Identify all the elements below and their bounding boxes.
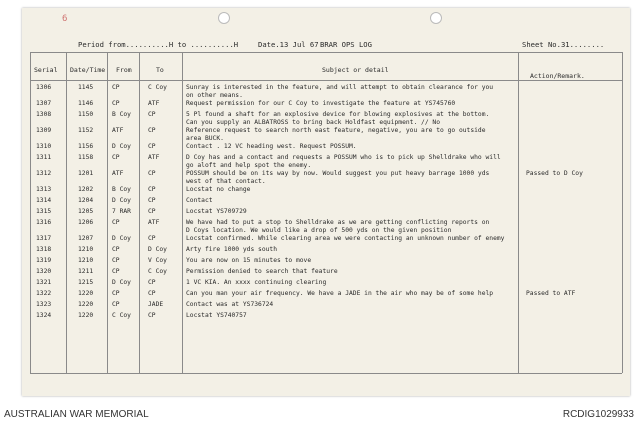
time-cell: 1211 [78,268,94,275]
table-row [22,257,630,268]
table-row [22,170,630,185]
subject-cell [186,186,250,194]
from-cell: CP [112,100,120,107]
time-cell: 1206 [78,219,94,226]
subject-line: 5 Pl found a shaft for an explosive device for blowing explosives at the bottom. [186,111,490,118]
subject-cell [186,257,311,265]
from-cell: CP [112,257,120,264]
subject-cell [186,100,455,108]
subject-cell [186,290,493,298]
table-row [22,301,630,312]
subject-line: Contact was at YS736724 [186,301,274,308]
to-cell: CP [148,143,156,150]
to-cell: CP [148,312,156,319]
serial-cell: 1314 [36,197,52,204]
to-cell: CP [148,170,156,177]
from-cell: CP [112,268,120,275]
subject-cell [186,219,489,235]
serial-cell: 1307 [36,100,52,107]
time-cell: 1220 [78,301,94,308]
from-cell: D Coy [112,235,131,242]
action-cell: Passed to D Coy [526,170,583,177]
to-cell: C Coy [148,84,167,91]
subject-line: west of that contact. [186,178,266,185]
subject-cell [186,208,247,216]
subject-cell [186,84,493,100]
punch-hole [430,12,442,24]
time-cell: 1204 [78,197,94,204]
table-row [22,208,630,219]
to-cell: CP [148,235,156,242]
to-cell: ATF [148,100,160,107]
serial-cell: 1316 [36,219,52,226]
time-cell: 1210 [78,246,94,253]
subject-line: D Coys location. We would like a drop of 500 yds on the given position [186,227,452,234]
to-cell: CP [148,111,156,118]
serial-cell: 1306 [36,84,52,91]
subject-cell [186,246,277,254]
log-title: BRAR OPS LOG [320,40,372,49]
punch-hole [218,12,230,24]
to-cell: ATF [148,219,160,226]
time-cell: 1150 [78,111,94,118]
sheet-number: Sheet No.31........ [522,40,605,49]
from-cell: CP [112,246,120,253]
table-row [22,84,630,99]
from-cell: CP [112,301,120,308]
subject-line: Locstat no change [186,186,251,193]
table-row [22,219,630,234]
subject-line: Contact [186,197,213,204]
from-cell: D Coy [112,197,131,204]
serial-cell: 1323 [36,301,52,308]
serial-cell: 1309 [36,127,52,134]
subject-cell [186,154,501,170]
subject-line: Locstat YS709729 [186,208,247,215]
from-cell: ATF [112,127,124,134]
footer-source: AUSTRALIAN WAR MEMORIAL [4,409,149,420]
to-cell: CP [148,279,156,286]
col-header-from: From [116,66,132,74]
subject-line: We have had to put a stop to Shelldrake as we are getting conflicting reports on [186,219,490,226]
to-cell: D Coy [148,246,167,253]
from-cell: CP [112,154,120,161]
col-header-to: To [156,66,164,74]
to-cell: CP [148,197,156,204]
table-row [22,235,630,246]
action-cell: Passed to ATF [526,290,576,297]
subject-line: Can you man your air frequency. We have a JADE in the air who may be of some help [186,290,494,297]
serial-cell: 1313 [36,186,52,193]
subject-line: Locstat confirmed. While clearing area we were contacting an unknown number of enemy [186,235,505,242]
table-row [22,127,630,142]
subject-line: Contact . 12 VC heading west. Request POSSUM. [186,143,357,150]
col-header-action: Action/Remark. [530,72,585,80]
subject-line: Arty fire 1000 yds south [186,246,277,253]
to-cell: C Coy [148,268,167,275]
log-sheet [22,8,630,396]
subject-line: Locstat YS740757 [186,312,247,319]
table-row [22,111,630,126]
subject-cell [186,268,338,276]
from-cell: D Coy [112,143,131,150]
header-bottom-rule [30,80,622,81]
col-header-datetime: Date/Time [70,66,106,74]
subject-line: go aloft and help spot the enemy. [186,162,312,169]
to-cell: CP [148,208,156,215]
subject-line: You are now on 15 minutes to move [186,257,312,264]
period-field: Period from..........H to ..........H [78,40,239,49]
subject-line: Sunray is interested in the feature, and will attempt to obtain clearance for you [186,84,494,91]
to-cell: JADE [148,301,164,308]
table-row [22,279,630,290]
from-cell: B Coy [112,111,131,118]
time-cell: 1220 [78,312,94,319]
table-row [22,246,630,257]
subject-cell [186,127,486,143]
subject-line: POSSUM should be on its way by now. Would suggest you put heavy barrage 1000 yds [186,170,490,177]
subject-line: area BUCK. [186,135,224,142]
serial-cell: 1319 [36,257,52,264]
subject-cell [186,170,489,186]
to-cell: CP [148,186,156,193]
time-cell: 1156 [78,143,94,150]
from-cell: B Coy [112,186,131,193]
table-row [22,154,630,169]
to-cell: CP [148,290,156,297]
from-cell: C Coy [112,312,131,319]
subject-cell [186,111,489,127]
time-cell: 1220 [78,290,94,297]
subject-line: on other means. [186,92,243,99]
subject-cell [186,301,273,309]
from-cell: 7 RAR [112,208,131,215]
serial-cell: 1321 [36,279,52,286]
serial-cell: 1310 [36,143,52,150]
serial-cell: 1312 [36,170,52,177]
from-cell: D Coy [112,279,131,286]
subject-cell [186,235,504,243]
serial-cell: 1315 [36,208,52,215]
table-row [22,197,630,208]
to-cell: V Coy [148,257,167,264]
serial-cell: 1318 [36,246,52,253]
time-cell: 1215 [78,279,94,286]
time-cell: 1152 [78,127,94,134]
table-row [22,100,630,111]
from-cell: CP [112,84,120,91]
table-row [22,290,630,301]
time-cell: 1202 [78,186,94,193]
serial-cell: 1320 [36,268,52,275]
table-row [22,312,630,323]
serial-cell: 1308 [36,111,52,118]
subject-line: Request permission for our C Coy to investigate the feature at YS745760 [186,100,456,107]
from-cell: CP [112,290,120,297]
to-cell: CP [148,127,156,134]
subject-line: D Coy has and a contact and requests a POSSUM who is to pick up Shelldrake who will [186,154,501,161]
date-field: Date.13 Jul 67 [258,40,319,49]
table-row [22,143,630,154]
serial-cell: 1317 [36,235,52,242]
table-row [22,186,630,197]
subject-cell [186,143,357,151]
time-cell: 1145 [78,84,94,91]
serial-cell: 1324 [36,312,52,319]
table-row [22,268,630,279]
subject-line: Permission denied to search that feature [186,268,338,275]
subject-line: Reference request to search north east feature, negative, you are to go outside [186,127,486,134]
subject-line: Can you supply an ALBATROSS to bring back Holdfast equipment. // No [186,119,441,126]
red-stamp-mark: 6 [62,14,68,24]
subject-line: 1 VC KIA. An xxxx continuing clearing [186,279,327,286]
time-cell: 1210 [78,257,94,264]
subject-cell [186,197,213,205]
time-cell: 1205 [78,208,94,215]
table-bottom-rule [30,373,622,374]
time-cell: 1158 [78,154,94,161]
to-cell: ATF [148,154,160,161]
time-cell: 1207 [78,235,94,242]
serial-cell: 1311 [36,154,52,161]
subject-cell [186,312,247,320]
subject-cell [186,279,326,287]
time-cell: 1146 [78,100,94,107]
footer-id: RCDIG1029933 [562,409,634,420]
table-top-rule [30,52,622,53]
col-header-serial: Serial [34,66,58,74]
col-header-subject: Subject or detail [322,66,389,74]
from-cell: ATF [112,170,124,177]
from-cell: CP [112,219,120,226]
time-cell: 1201 [78,170,94,177]
serial-cell: 1322 [36,290,52,297]
